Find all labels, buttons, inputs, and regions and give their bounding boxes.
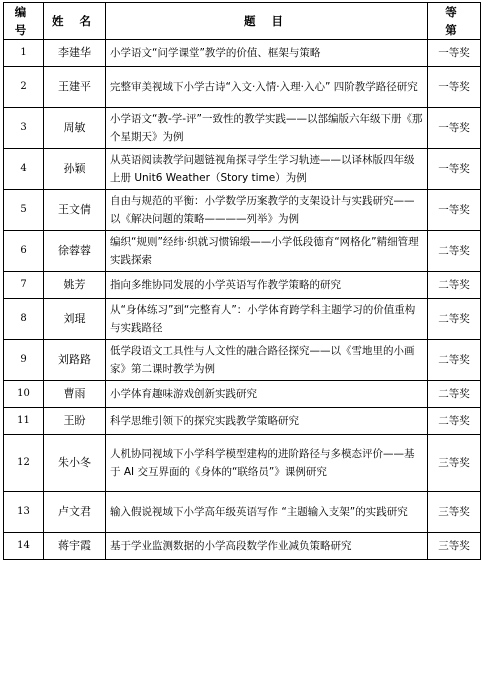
row-number: 3: [4, 108, 44, 149]
row-number: 1: [4, 40, 44, 67]
table-row: [4, 340, 481, 381]
row-award: 三等奖: [428, 435, 481, 492]
row-name: 徐蓉蓉: [44, 231, 106, 272]
row-title: 小学语文“教-学-评”一致性的教学实践——以部编版六年级下册《那个星期天》为例: [106, 108, 428, 149]
table-row: [4, 435, 481, 492]
row-number: 12: [4, 435, 44, 492]
header-number: 编号: [4, 3, 44, 40]
row-number: 10: [4, 381, 44, 408]
row-award: 二等奖: [428, 408, 481, 435]
row-award: 三等奖: [428, 533, 481, 560]
row-award: 一等奖: [428, 67, 481, 108]
row-award: 一等奖: [428, 108, 481, 149]
table-row: [4, 408, 481, 435]
row-award: 二等奖: [428, 340, 481, 381]
row-title: 基于学业监测数据的小学高段数学作业减负策略研究: [106, 533, 428, 560]
row-number: 9: [4, 340, 44, 381]
table-row: [4, 67, 481, 108]
table-row: [4, 272, 481, 299]
row-title: 从英语阅读教学问题链视角探寻学生学习轨迹——以译林版四年级上册 Unit6 Weather（Story time）为例: [106, 149, 428, 190]
row-award: 一等奖: [428, 190, 481, 231]
row-name: 王建平: [44, 67, 106, 108]
row-name: 王盼: [44, 408, 106, 435]
row-award: 三等奖: [428, 492, 481, 533]
row-title: 自由与规范的平衡：小学数学历案教学的支架设计与实践研究——以《解决问题的策略————列举》为例: [106, 190, 428, 231]
row-number: 5: [4, 190, 44, 231]
header-title: 题 目: [106, 3, 428, 40]
row-award: 二等奖: [428, 272, 481, 299]
header-name: 姓 名: [44, 3, 106, 40]
award-table: [3, 2, 481, 560]
row-title: 低学段语文工具性与人文性的融合路径探究——以《雪地里的小画家》第二课时教学为例: [106, 340, 428, 381]
row-name: 姚芳: [44, 272, 106, 299]
row-name: 孙颖: [44, 149, 106, 190]
row-number: 11: [4, 408, 44, 435]
row-number: 8: [4, 299, 44, 340]
row-title: 科学思维引领下的探究实践教学策略研究: [106, 408, 428, 435]
table-row: [4, 231, 481, 272]
row-number: 7: [4, 272, 44, 299]
row-name: 曹雨: [44, 381, 106, 408]
row-award: 一等奖: [428, 149, 481, 190]
row-name: 蒋宇霞: [44, 533, 106, 560]
table-row: [4, 108, 481, 149]
row-number: 2: [4, 67, 44, 108]
table-row: [4, 533, 481, 560]
row-name: 刘琨: [44, 299, 106, 340]
row-number: 4: [4, 149, 44, 190]
row-name: 周敏: [44, 108, 106, 149]
row-award: 二等奖: [428, 381, 481, 408]
header-row: [4, 3, 481, 40]
row-title: 从“身体练习”到“完整育人”：小学体育跨学科主题学习的价值重构与实践路径: [106, 299, 428, 340]
row-name: 王文倩: [44, 190, 106, 231]
table-body: [4, 40, 481, 560]
row-title: 指向多维协同发展的小学英语写作教学策略的研究: [106, 272, 428, 299]
row-name: 卢文君: [44, 492, 106, 533]
row-number: 6: [4, 231, 44, 272]
row-title: 输入假说视域下小学高年级英语写作 “主题输入支架”的实践研究: [106, 492, 428, 533]
row-name: 李建华: [44, 40, 106, 67]
row-name: 朱小冬: [44, 435, 106, 492]
row-title: 小学语文“问学课堂”教学的价值、框架与策略: [106, 40, 428, 67]
table-row: [4, 381, 481, 408]
table-row: [4, 492, 481, 533]
table-row: [4, 149, 481, 190]
table-row: [4, 40, 481, 67]
table-row: [4, 299, 481, 340]
row-award: 二等奖: [428, 299, 481, 340]
row-number: 14: [4, 533, 44, 560]
row-name: 刘路路: [44, 340, 106, 381]
row-title: 编织“规则”经纬·织就习惯锦缎——小学低段德育“网格化”精细管理实践探索: [106, 231, 428, 272]
row-award: 一等奖: [428, 40, 481, 67]
row-title: 人机协同视域下小学科学模型建构的进阶路径与多模态评价——基于 AI 交互界面的《身体的“联络员”》课例研究: [106, 435, 428, 492]
table-row: [4, 190, 481, 231]
row-number: 13: [4, 492, 44, 533]
header-award: 等 第: [428, 3, 481, 40]
row-title: 小学体育趣味游戏创新实践研究: [106, 381, 428, 408]
row-award: 二等奖: [428, 231, 481, 272]
row-title: 完整审美视域下小学古诗“入文·入情·入理·入心” 四阶教学路径研究: [106, 67, 428, 108]
